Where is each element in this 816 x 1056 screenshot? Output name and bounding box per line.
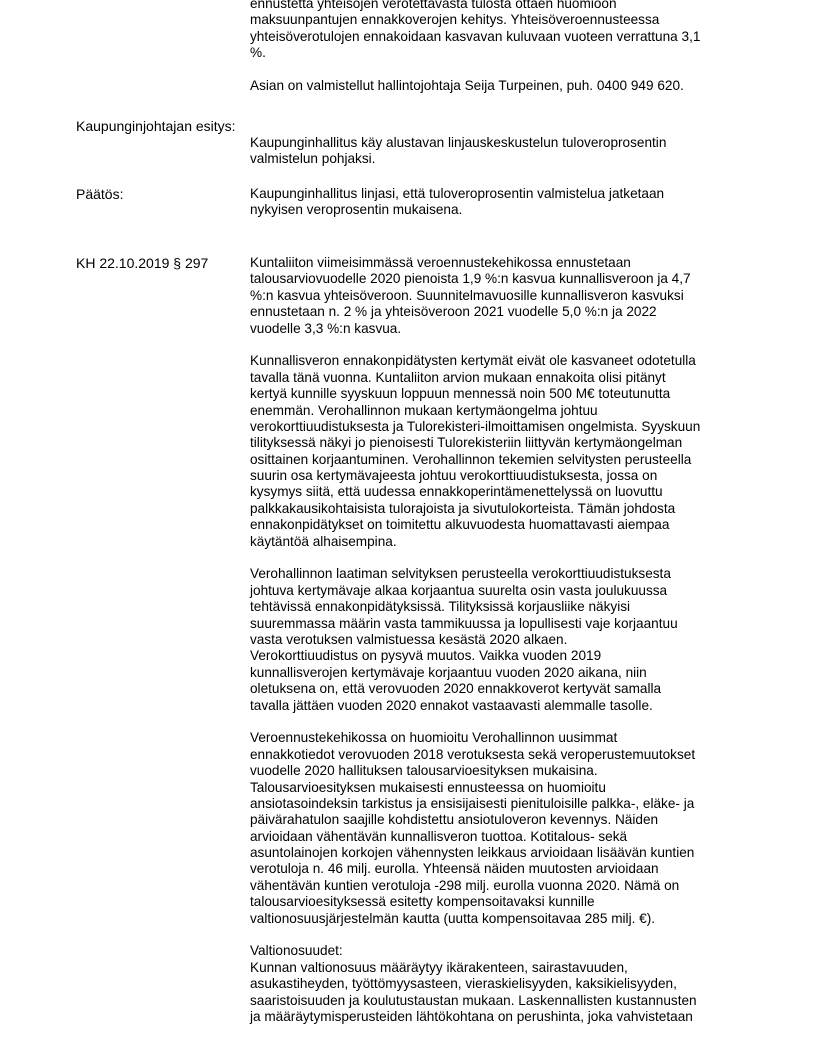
text-line: Kuntaliiton viimeisimmässä veroennustekehikossa ennustetaan [250, 255, 631, 270]
text-line: ennakonpidätykset on toimitettu alkuvuodesta huomattavasti aiempaa [250, 517, 670, 533]
text-line: päivärahatulon saajille kohdistettu ansiotuloveron kevennys. Näiden [250, 812, 659, 828]
text-line: tavalla jättäen vuoden 2020 ennakot vastaavasti alemmalle tasolle. [250, 697, 653, 713]
proposal-text [250, 135, 745, 168]
text-line [250, 927, 745, 943]
decision-text [250, 186, 745, 219]
text-line: maksuunpantujen ennakkoverojen kehitys. Yhteisöveroennusteessa [250, 12, 660, 28]
text-line: valmistelun pohjaksi. [250, 151, 376, 167]
text-line: asuntolainojen korkojen vähennysten leikkaus arvioidaan lisäävän kuntien [250, 845, 695, 861]
text-line: %. [250, 45, 266, 61]
text-line: vuodelle 3,3 %:n kasvua. [250, 320, 402, 336]
text-line: Kaupunginhallitus käy alustavan linjauskeskustelun tuloveroprosentin [250, 135, 667, 150]
text-line: suuremmassa määrin vasta tammikuussa ja lopullisesti vaje korjaantuu [250, 615, 678, 631]
text-line: ennakkotiedot verovuoden 2018 verotuksesta sekä veroperustemuutokset [250, 746, 696, 762]
text-line: valtionosuusjärjestelmän kautta (uutta kompensoitavaa 285 milj. €). [250, 910, 656, 926]
text-line: Kunnan valtionosuus määräytyy ikärakenteen, sairastavuuden, [250, 959, 628, 975]
text-line: vähentävän kuntien verotuloja -298 milj. eurolla vuonna 2020. Nämä on [250, 877, 680, 893]
text-line: kertyä kunnille syyskuun loppuun mennessä noin 500 M€ toteutunutta [250, 386, 671, 402]
text-line: enemmän. Verohallinnon mukaan kertymäongelma johtuu [250, 402, 598, 418]
meeting-reference-label: KH 22.10.2019 § 297 [76, 255, 209, 271]
text-line: suurin osa kertymävajeesta johtuu verokorttiuudistuksesta, jossa on [250, 468, 658, 484]
text-line: tavalla tänä vuonna. Kuntaliiton arvion mukaan ennakoita olisi pitänyt [250, 369, 666, 385]
text-line: oletuksena on, että verovuoden 2020 ennakkoverot kertyvät samalla [250, 681, 662, 697]
text-line: palkkakausikohtaisista tulorajoista ja sivutulokorteista. Tämän johdosta [250, 500, 676, 516]
text-line: arvioidaan vähentävän kunnallisveron tuottoa. Kotitalous- sekä [250, 828, 628, 844]
text-line: vasta verotuksen valmistuessa kesästä 2020 alkaen. [250, 631, 568, 647]
text-line: vuodelle 2020 hallituksen talousarvioesityksen mukaisina. [250, 763, 598, 779]
decision-label: Päätös: [76, 186, 124, 202]
text-line: asukastiheyden, työttömyysasteen, vieraskielisyyden, kaksikielisyyden, [250, 976, 677, 992]
text-line: Verokorttiuudistus on pysyvä muutos. Vaikka vuoden 2019 [250, 648, 602, 664]
text-line: kunnallisverojen kertymävaje korjaantuu vuoden 2020 aikana, niin [250, 664, 647, 680]
text-line: verotuloja n. 46 milj. eurolla. Yhteensä näiden muutosten arvioidaan [250, 861, 659, 877]
text-line: Verohallinnon laatiman selvityksen perusteella verokorttiuudistuksesta [250, 566, 671, 582]
text-line: Kunnallisveron ennakonpidätysten kertymät eivät ole kasvaneet odotetulla [250, 353, 696, 369]
continuation-paragraph [250, 0, 745, 94]
text-line: käytäntöä alhaisempina. [250, 533, 397, 549]
text-line [250, 337, 745, 353]
text-line [250, 550, 745, 566]
text-line: tilityksessä näkyi jo pienoisesti Tulorekisteriin liittyvän kertymäongelman [250, 435, 683, 451]
text-line: talousarvioesityksessä esitetty kompensoitavaksi kunnille [250, 894, 595, 910]
text-line: %:n kasvua yhteisöveroon. Suunnitelmavuosille kunnallisveron kasvuksi [250, 287, 684, 303]
text-line: nykyisen veroprosentin mukaisena. [250, 202, 463, 218]
text-line [250, 714, 745, 730]
text-line: Talousarvioesityksen mukaisesti ennusteessa on huomioitu [250, 779, 606, 795]
text-line: ennustetaan n. 2 % ja yhteisöveroon 2021 vuodelle 5,0 %:n ja 2022 [250, 304, 657, 320]
text-line: yhteisöverotulojen ennakoidaan kasvavan kuluvaan vuoteen verrattuna 3,1 [250, 28, 701, 44]
text-line: kysymys siitä, että uudessa ennakkoperintämenettelyssä on luovuttu [250, 484, 663, 500]
text-line: ja määräytymisperusteiden lähtökohtana on perushinta, joka vahvistetaan [250, 1008, 693, 1024]
text-line: Veroennustekehikossa on huomioitu Verohallinnon uusimmat [250, 730, 618, 746]
text-line: johtuva kertymävaje alkaa korjaantua suurelta osin vasta joulukuussa [250, 582, 668, 598]
text-line: tehtävissä ennakonpidätyksissä. Tilityksissä korjausliike näkyisi [250, 599, 631, 615]
proposal-label: Kaupunginjohtajan esitys: [76, 118, 236, 134]
text-line: talousarviovuodelle 2020 pienoista 1,9 %:n kasvua kunnallisveroon ja 4,7 [250, 271, 691, 287]
text-line: Kaupunginhallitus linjasi, että tuloveroprosentin valmistelua jatketaan [250, 186, 665, 201]
text-line: Valtionosuudet: [250, 943, 343, 959]
text-line: saaristoisuuden ja koulutustaustan mukaan. Laskennallisten kustannusten [250, 992, 697, 1008]
text-line: ansiotasoindeksin tarkistus ja ensisijaisesti pienituloisille palkka-, eläke- ja [250, 795, 695, 811]
text-line: verokorttiuudistuksesta ja Tulorekisteri-ilmoittamisen ongelmista. Syyskuun [250, 418, 701, 434]
text-line: osittainen korjaantuminen. Verohallinnon tekemien selvitysten perusteella [250, 451, 692, 467]
text-line: ennustetta yhteisöjen verotettavasta tulosta ottaen huomioon [250, 0, 617, 11]
preparer-line: Asian on valmistellut hallintojohtaja Seija Turpeinen, puh. 0400 949 620. [250, 77, 684, 93]
blank-line [250, 62, 745, 78]
meeting-section-text [250, 255, 745, 1025]
